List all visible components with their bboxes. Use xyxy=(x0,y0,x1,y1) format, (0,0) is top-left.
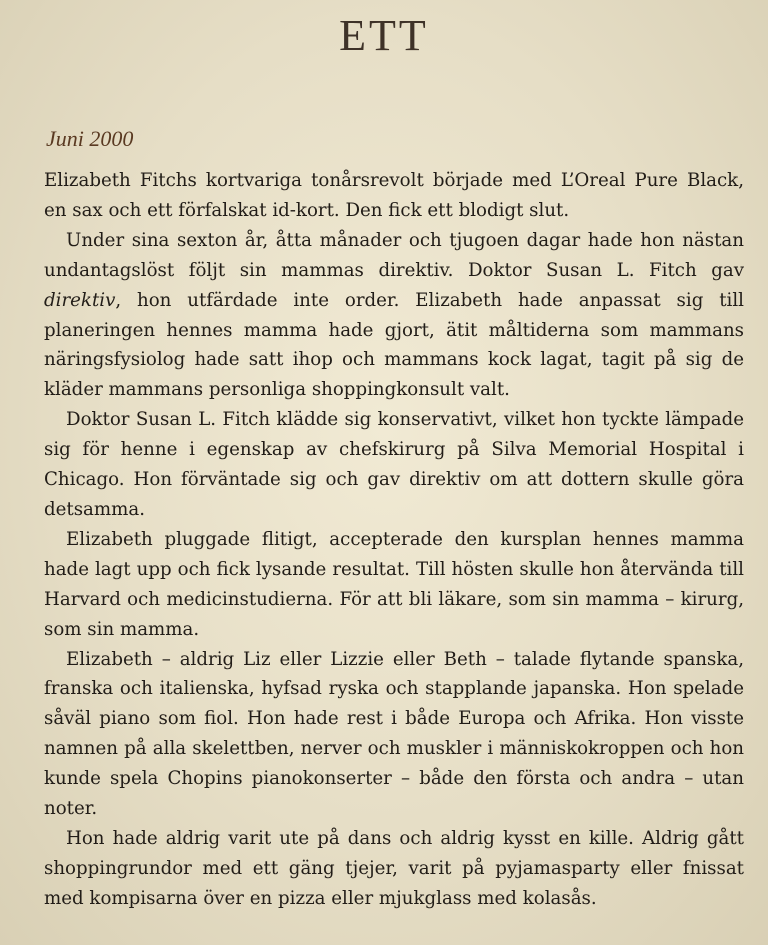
paragraph-1: Elizabeth Fitchs kortvariga tonårsrevolt började med L’Oreal Pure Black, en sax och ett förfalskat id-kort. Den fick ett blodigt slut. xyxy=(44,170,744,221)
paragraph-2-start: Under sina sexton år, åtta månader och tjugoen dagar hade hon nästan undantagslöst följt sin mammas direktiv. Doktor Susan L. Fitch gav xyxy=(44,229,744,281)
paragraph-4: Elizabeth pluggade flitigt, accepterade den kursplan hennes mamma hade lagt upp och fick lysande resultat. Till hösten skulle hon återvända till Harvard och medicinstudierna. För att bli läkare, som sin mamma – kirurg, som sin mamma. xyxy=(44,528,744,640)
chapter-title: ETT xyxy=(339,11,429,60)
paragraph-3: Doktor Susan L. Fitch klädde sig konservativt, vilket hon tyckte lämpade sig för henne i egenskap av chefskirurg på Silva Memorial Hospital i Chicago. Hon förväntade sig och gav direktiv om att dottern skulle göra detsamma. xyxy=(44,409,744,520)
paragraph-6: Hon hade aldrig varit ute på dans och aldrig kysst en kille. Aldrig gått shoppingrundor med ett gäng tjejer, varit på pyjamasparty eller fnissat med kompisarna över en pizza eller mjukglass med kolasås. xyxy=(44,827,744,909)
date-heading: Juni 2000 xyxy=(46,126,134,151)
paragraph-5: Elizabeth – aldrig Liz eller Lizzie eller Beth – talade flytande spanska, franska och italienska, hyfsad ryska och stapplande japanska. Hon spelade såväl piano som fiol. Hon hade rest i både Europa och Afrika. Hon visste namnen på alla skelettben, nerver och muskler i människokroppen och hon kunde spela Chopins pianokonserter – både den första och andra – utan noter. xyxy=(44,648,744,820)
chapter-body xyxy=(44,166,744,914)
emphasized-word: direktiv xyxy=(44,289,116,311)
paragraph-2 xyxy=(44,226,744,405)
paragraph-2-end: , hon utfärdade inte order. Elizabeth hade anpassat sig till planeringen hennes mamma hade gjort, ätit måltiderna som mammans näringsfysiolog hade satt ihop och mammans kock lagat, tagit på sig de kläder mammans personliga shoppingkonsult valt. xyxy=(44,289,744,401)
